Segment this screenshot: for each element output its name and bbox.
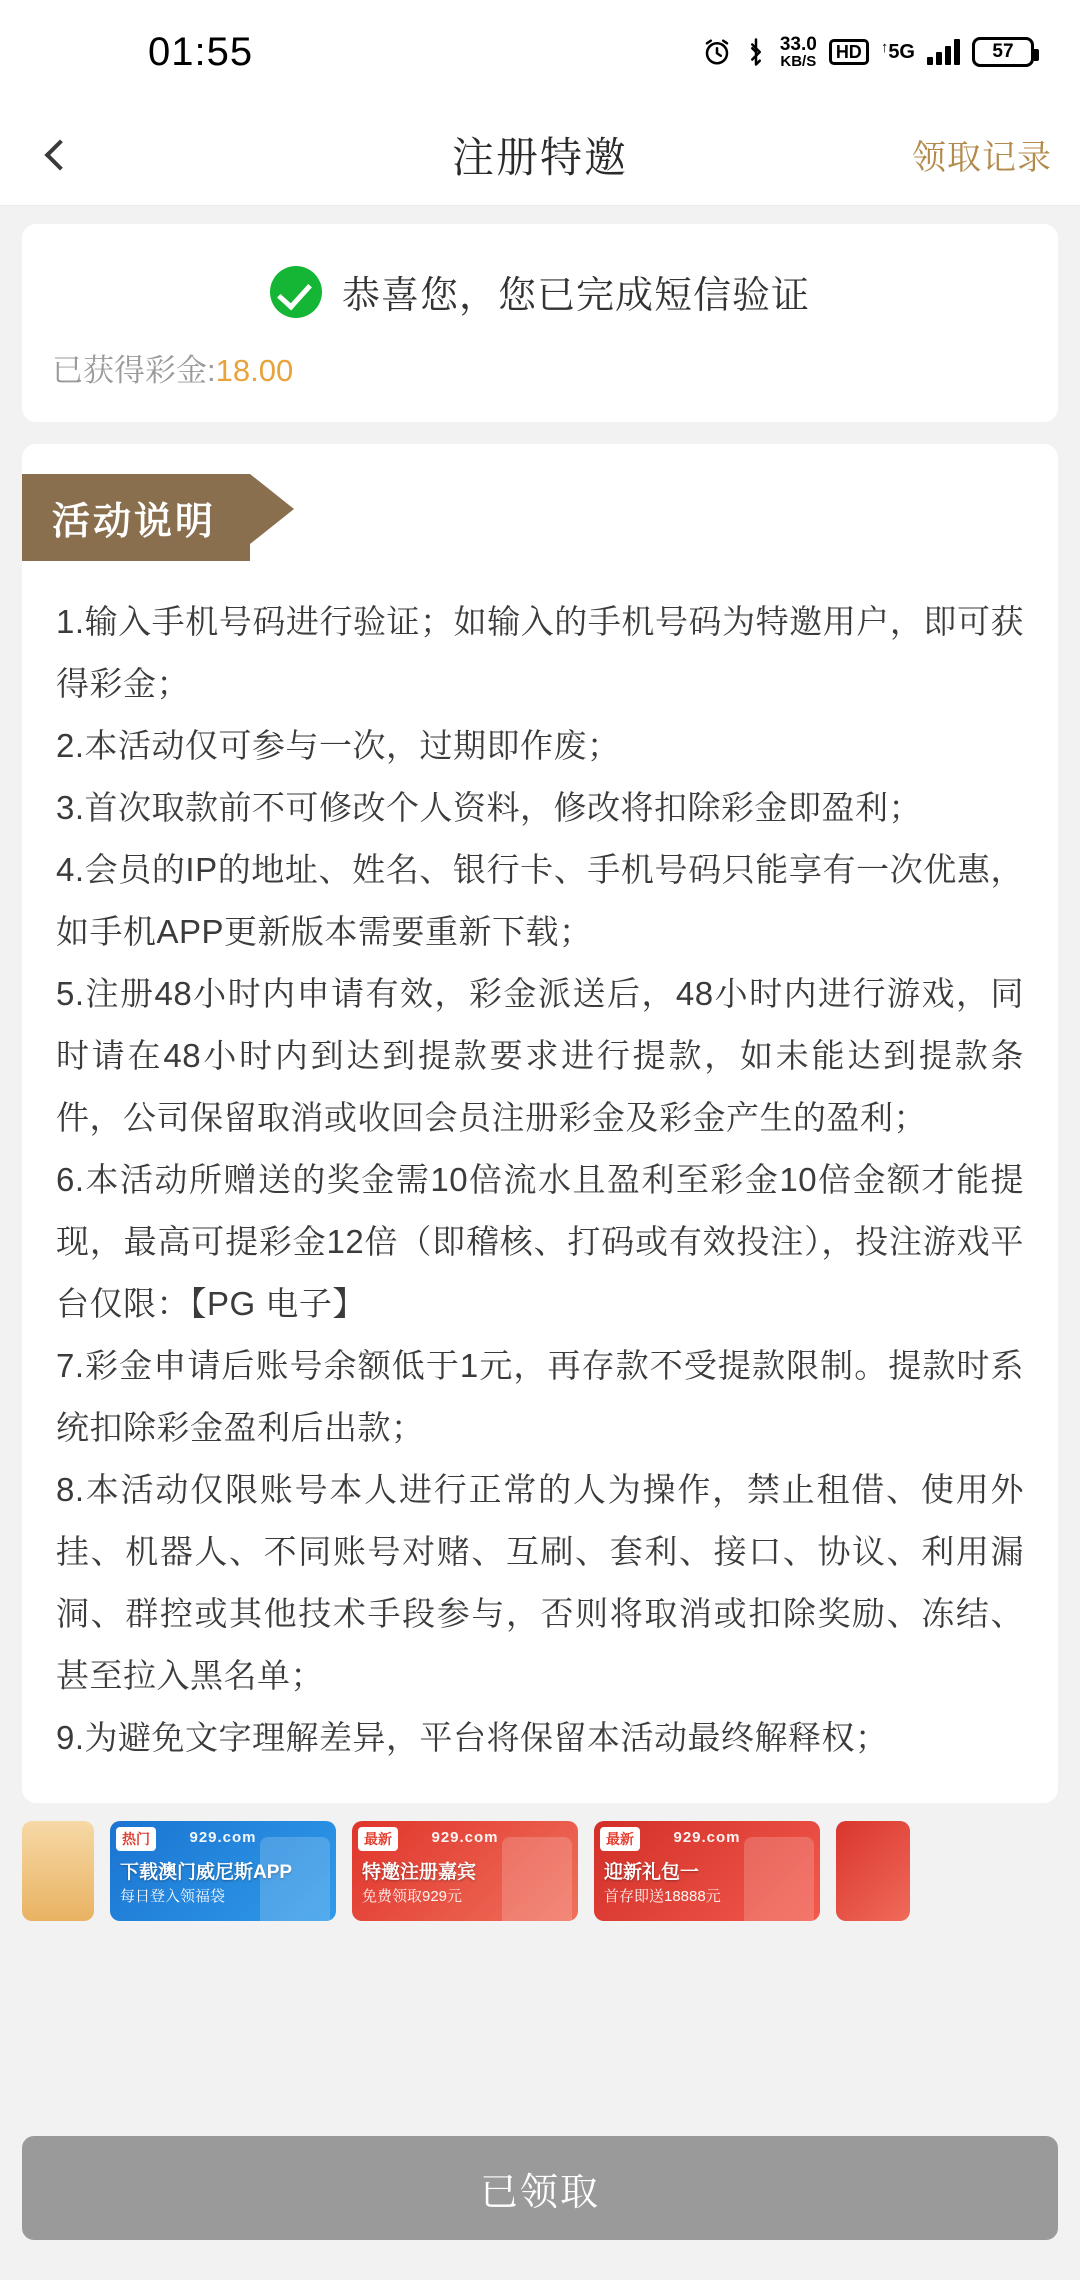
banner-title: 特邀注册嘉宾 (362, 1862, 477, 1883)
status-clock: 01:55 (148, 29, 254, 74)
battery-percent: 57 (992, 41, 1014, 62)
rule-item: 7.彩金申请后账号余额低于1元，再存款不受提款限制。提款时系统扣除彩金盈利后出款； (56, 1347, 1024, 1446)
bonus-label: 已获得彩金: (52, 353, 216, 388)
main-content (0, 206, 1080, 2120)
status-icons (702, 35, 1034, 69)
banner-subtitle: 首存即送18888元 (604, 1888, 721, 1905)
activity-rules-card (22, 444, 1058, 1803)
signal-bars-icon (927, 39, 960, 65)
rule-item: 5.注册48小时内申请有效，彩金派送后，48小时内进行游戏，同时请在48小时内到达到提款要求进行提款，如未能达到提款条件，公司保留取消或收回会员注册彩金及彩金产生的盈利； (56, 975, 1024, 1136)
promo-banner-carousel[interactable] (22, 1821, 1058, 1933)
claim-records-link[interactable]: 领取记录 (912, 139, 1052, 177)
network-speed-indicator (780, 35, 817, 69)
rule-item: 9.为避免文字理解差异，平台将保留本活动最终解释权； (56, 1719, 889, 1756)
banner-figure-icon (744, 1837, 814, 1921)
banner-site: 929.com (431, 1829, 499, 1846)
verification-status-card (22, 224, 1058, 422)
network-speed-unit: KB/S (780, 53, 817, 70)
verification-success-row (52, 264, 1028, 319)
success-check-icon (270, 266, 322, 318)
rule-item: 8.本活动仅限账号本人进行正常的人为操作，禁止租借、使用外挂、机器人、不同账号对赌、互刷、套利、接口、协议、利用漏洞、群控或其他技术手段参与，否则将取消或扣除奖励、冻结、甚至拉入黑名单； (56, 1471, 1024, 1694)
page-title: 注册特邀 (451, 133, 628, 181)
rule-item: 2.本活动仅可参与一次，过期即作废； (56, 727, 621, 764)
network-speed-value: 33.0 (779, 34, 817, 55)
banner-subtitle: 每日登入领福袋 (120, 1888, 226, 1905)
bonus-amount: 18.00 (215, 353, 294, 388)
rule-item: 6.本活动所赠送的奖金需10倍流水且盈利至彩金10倍金额才能提现，最高可提彩金12倍（即稽核、打码或有效投注），投注游戏平台仅限：【PG 电子】 (56, 1161, 1024, 1322)
promo-banner-partial-left[interactable] (22, 1821, 94, 1921)
promo-banner-partial-right[interactable] (836, 1821, 910, 1921)
banner-figure-icon (502, 1837, 572, 1921)
promo-banner[interactable] (594, 1821, 820, 1921)
banner-tag: 最新 (358, 1827, 398, 1851)
rules-list (22, 561, 1058, 1769)
banner-title: 迎新礼包一 (604, 1862, 700, 1883)
bottom-action-bar (0, 2120, 1080, 2280)
claim-button[interactable]: 已领取 (22, 2136, 1058, 2240)
network-type-label: 5G (888, 41, 915, 63)
banner-subtitle: 免费领取929元 (362, 1888, 463, 1905)
title-bar (0, 104, 1080, 206)
network-type-icon: ↑ 5G (880, 39, 915, 63)
verification-message: 恭喜您，您已完成短信验证 (341, 275, 810, 317)
rule-item: 1.输入手机号码进行验证；如输入的手机号码为特邀用户，即可获得彩金； (56, 603, 1024, 702)
rule-item: 4.会员的IP的地址、姓名、银行卡、手机号码只能享有一次优惠，如手机APP更新版本需要重新下载； (56, 851, 1024, 950)
bluetooth-icon (744, 37, 768, 67)
banner-title: 下载澳门威尼斯APP (120, 1862, 293, 1883)
battery-icon (972, 37, 1034, 67)
banner-tag: 热门 (116, 1827, 156, 1851)
rules-section-title: 活动说明 (22, 474, 250, 561)
ribbon-wrapper (22, 444, 1058, 561)
status-bar (0, 0, 1080, 104)
banner-tag: 最新 (600, 1827, 640, 1851)
bonus-row (52, 345, 1028, 390)
promo-banner[interactable] (352, 1821, 578, 1921)
banner-site: 929.com (673, 1829, 741, 1846)
alarm-icon (702, 37, 732, 67)
banner-site: 929.com (189, 1829, 257, 1846)
hd-icon: HD (829, 39, 869, 65)
banner-figure-icon (260, 1837, 330, 1921)
promo-banner[interactable] (110, 1821, 336, 1921)
rule-item: 3.首次取款前不可修改个人资料，修改将扣除彩金即盈利； (56, 789, 923, 826)
